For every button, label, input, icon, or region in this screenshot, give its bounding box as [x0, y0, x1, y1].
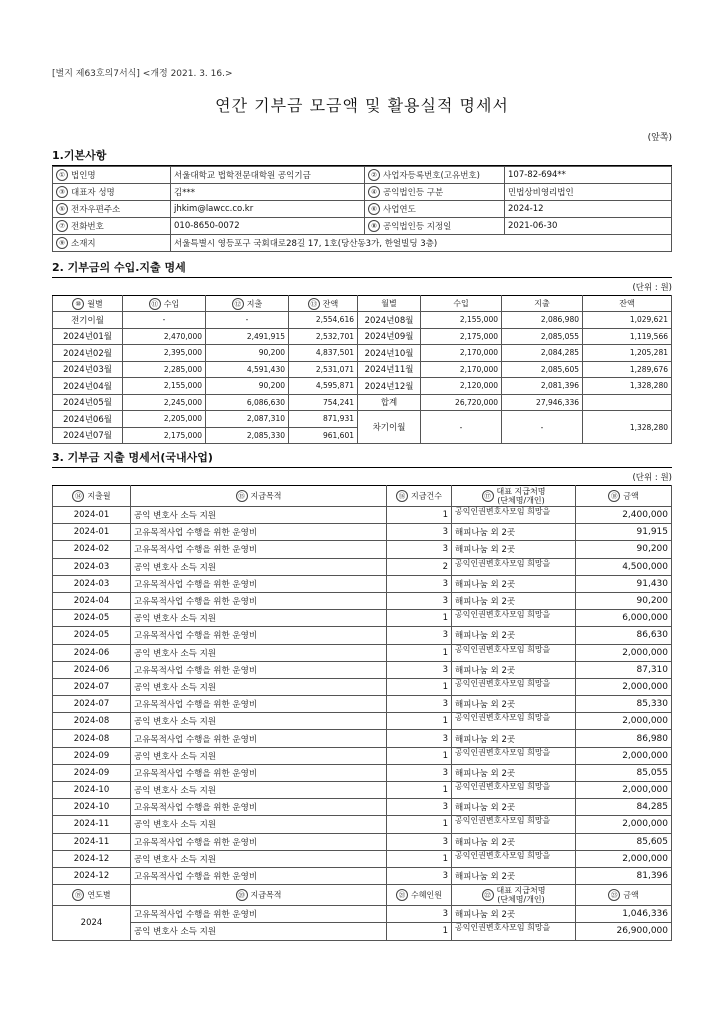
amount-cell: 85,055 — [576, 764, 672, 781]
count-cell: 1 — [387, 678, 452, 695]
amount-cell: 6,000,000 — [576, 610, 672, 627]
count-cell: 3 — [387, 541, 452, 558]
basic-value: 107-82-694** — [505, 167, 672, 184]
purpose-cell: 공익 변호사 소득 지원 — [131, 507, 387, 524]
month-cell: 2024년06월 — [53, 411, 123, 428]
year-cell: 2024 — [53, 906, 131, 940]
spend-month-cell: 2024-01 — [53, 524, 131, 541]
basic-label — [365, 184, 505, 201]
item-number: ② — [368, 169, 380, 181]
beneficiaries-cell: 1 — [387, 923, 452, 940]
amount-cell: 81,396 — [576, 867, 672, 884]
spend-month-cell: 2024-03 — [53, 575, 131, 592]
spending-row — [53, 644, 672, 661]
basic-label — [53, 184, 171, 201]
basic-label — [53, 167, 171, 184]
expense-cell: 6,086,630 — [206, 394, 289, 411]
spend-month-cell: 2024-09 — [53, 747, 131, 764]
income-cell: 2,285,000 — [123, 361, 206, 378]
count-cell: 3 — [387, 764, 452, 781]
col-amount: ⑱ 금액 — [576, 486, 672, 507]
count-cell: 1 — [387, 747, 452, 764]
spend-month-cell: 2024-09 — [53, 764, 131, 781]
beneficiaries-cell: 3 — [387, 906, 452, 923]
field-label: 대표자 성명 — [71, 187, 115, 198]
balance-cell: 754,241 — [289, 394, 358, 411]
amount-cell: 86,630 — [576, 627, 672, 644]
income-row — [53, 312, 672, 329]
basic-label — [53, 235, 171, 252]
count-cell: 1 — [387, 610, 452, 627]
field-label: 전화번호 — [71, 221, 104, 232]
income-row — [53, 328, 672, 345]
count-cell: 3 — [387, 592, 452, 609]
purpose-cell: 고유목적사업 수행을 위한 운영비 — [131, 627, 387, 644]
count-cell: 3 — [387, 867, 452, 884]
count-cell: 1 — [387, 850, 452, 867]
recipient-cell: 해피나눔 외 2곳 — [452, 627, 576, 644]
month-cell: 2024년09월 — [358, 328, 421, 345]
recipient-cell: 해피나눔 외 2곳 — [452, 541, 576, 558]
income-cell: 2,470,000 — [123, 328, 206, 345]
year-recipient-cell: 해피나눔 외 2곳 — [452, 906, 576, 923]
purpose-cell: 공익 변호사 소득 지원 — [131, 850, 387, 867]
month-cell: 2024년03월 — [53, 361, 123, 378]
col-count: ⑯ 지급건수 — [387, 486, 452, 507]
balance-cell: 1,205,281 — [583, 345, 672, 362]
item-number: ① — [56, 169, 68, 181]
balance-cell: 961,601 — [289, 427, 358, 444]
page-side-label: (앞쪽) — [647, 133, 672, 143]
purpose-cell: 고유목적사업 수행을 위한 운영비 — [131, 661, 387, 678]
basic-value: jhkim@lawcc.co.kr — [171, 201, 365, 218]
recipient-cell: 공익인권변호사모임 희망을 — [452, 610, 576, 627]
recipient-cell: 해피나눔 외 2곳 — [452, 575, 576, 592]
spending-row — [53, 592, 672, 609]
income-row — [53, 361, 672, 378]
spend-month-cell: 2024-07 — [53, 678, 131, 695]
recipient-cell: 공익인권변호사모임 희망을 — [452, 747, 576, 764]
item-number: ⑤ — [56, 203, 68, 215]
field-label: 공익법인등 지정일 — [383, 221, 452, 232]
amount-cell: 2,400,000 — [576, 507, 672, 524]
col-balance-2: 잔액 — [583, 296, 672, 312]
count-cell: 2 — [387, 558, 452, 575]
expense-cell: - — [206, 312, 289, 329]
year-amount-cell: 1,046,336 — [576, 906, 672, 923]
count-cell: 3 — [387, 696, 452, 713]
document-page — [52, 66, 672, 941]
month-cell: 전기이월 — [53, 312, 123, 329]
expense-cell: 2,491,915 — [206, 328, 289, 345]
col-beneficiaries: ㉑ 수혜인원 — [387, 885, 452, 906]
expense-cell: 2,081,396 — [502, 378, 583, 395]
income-row — [53, 394, 672, 411]
expense-cell: 2,084,285 — [502, 345, 583, 362]
amount-cell: 2,000,000 — [576, 678, 672, 695]
expense-cell: 90,200 — [206, 345, 289, 362]
expense-cell: 2,085,605 — [502, 361, 583, 378]
count-cell: 3 — [387, 730, 452, 747]
item-number: ⑧ — [368, 220, 380, 232]
balance-cell: 1,029,621 — [583, 312, 672, 329]
col-year-amount: ㉓ 금액 — [576, 885, 672, 906]
spend-month-cell: 2024-04 — [53, 592, 131, 609]
purpose-cell: 고유목적사업 수행을 위한 운영비 — [131, 867, 387, 884]
basic-label — [365, 167, 505, 184]
basic-value: 서울대학교 법학전문대학원 공익기금 — [171, 167, 365, 184]
col-income-2: 수입 — [421, 296, 502, 312]
income-cell: 2,175,000 — [421, 328, 502, 345]
basic-value: 2021-06-30 — [505, 218, 672, 235]
section-income-title: 2. 기부금의 수입.지출 명세 — [52, 258, 672, 278]
count-cell: 3 — [387, 661, 452, 678]
spending-row — [53, 696, 672, 713]
spending-row — [53, 867, 672, 884]
year-purpose-cell: 공익 변호사 소득 지원 — [131, 923, 387, 940]
count-cell: 1 — [387, 713, 452, 730]
purpose-cell: 공익 변호사 소득 지원 — [131, 644, 387, 661]
year-amount-cell: 26,900,000 — [576, 923, 672, 940]
month-cell: 합계 — [358, 394, 421, 411]
spending-table — [52, 485, 672, 941]
col-balance: ⑬ 잔액 — [289, 296, 358, 312]
spend-month-cell: 2024-05 — [53, 610, 131, 627]
spend-month-cell: 2024-12 — [53, 850, 131, 867]
spending-row — [53, 833, 672, 850]
spending-row — [53, 627, 672, 644]
year-recipient-cell: 공익인권변호사모임 희망을 — [452, 923, 576, 940]
amount-cell: 2,000,000 — [576, 747, 672, 764]
field-label: 전자우편주소 — [71, 204, 121, 215]
count-cell: 3 — [387, 575, 452, 592]
spend-month-cell: 2024-11 — [53, 816, 131, 833]
month-cell: 2024년10월 — [358, 345, 421, 362]
item-number: ⑥ — [368, 203, 380, 215]
count-cell: 1 — [387, 644, 452, 661]
spend-month-cell: 2024-08 — [53, 730, 131, 747]
col-purpose: ⑮ 지급목적 — [131, 486, 387, 507]
purpose-cell: 고유목적사업 수행을 위한 운영비 — [131, 541, 387, 558]
spend-month-cell: 2024-11 — [53, 833, 131, 850]
month-cell: 2024년04월 — [53, 378, 123, 395]
field-label: 소재지 — [71, 238, 96, 249]
month-cell: 2024년07월 — [53, 427, 123, 444]
recipient-cell: 공익인권변호사모임 희망을 — [452, 850, 576, 867]
month-cell: 2024년02월 — [53, 345, 123, 362]
amount-cell: 2,000,000 — [576, 644, 672, 661]
carry-income-cell: - — [421, 411, 502, 444]
balance-cell: 1,328,280 — [583, 378, 672, 395]
recipient-cell: 공익인권변호사모임 희망을 — [452, 782, 576, 799]
spending-row — [53, 661, 672, 678]
expense-cell: 2,087,310 — [206, 411, 289, 428]
recipient-cell: 공익인권변호사모임 희망을 — [452, 678, 576, 695]
basic-row — [53, 218, 672, 235]
spending-row — [53, 816, 672, 833]
spending-row — [53, 575, 672, 592]
basic-label — [53, 201, 171, 218]
spend-month-cell: 2024-12 — [53, 867, 131, 884]
form-number: [별지 제63호의7서식] <개정 2021. 3. 16.> — [52, 69, 233, 79]
balance-cell: 2,554,616 — [289, 312, 358, 329]
recipient-cell: 해피나눔 외 2곳 — [452, 867, 576, 884]
month-cell: 2024년05월 — [53, 394, 123, 411]
purpose-cell: 공익 변호사 소득 지원 — [131, 747, 387, 764]
income-cell: 2,155,000 — [421, 312, 502, 329]
income-cell: 2,175,000 — [123, 427, 206, 444]
basic-row-address — [53, 235, 672, 252]
count-cell: 3 — [387, 799, 452, 816]
address-value: 서울특별시 영등포구 국회대로28길 17, 1호(당산동3가, 한얼빌딩 3층) — [171, 235, 672, 252]
basic-value: 010-8650-0072 — [171, 218, 365, 235]
amount-cell: 84,285 — [576, 799, 672, 816]
balance-cell: 4,595,871 — [289, 378, 358, 395]
recipient-cell: 해피나눔 외 2곳 — [452, 661, 576, 678]
spending-row — [53, 713, 672, 730]
item-number: ③ — [56, 186, 68, 198]
section-basic-title: 1.기본사항 — [52, 146, 672, 166]
income-expense-table — [52, 295, 672, 444]
basic-info-table — [52, 166, 672, 252]
purpose-cell: 공익 변호사 소득 지원 — [131, 816, 387, 833]
spend-month-cell: 2024-05 — [53, 627, 131, 644]
amount-cell: 2,000,000 — [576, 782, 672, 799]
balance-cell: 4,837,501 — [289, 345, 358, 362]
col-month: ⑩ 월별 — [53, 296, 123, 312]
purpose-cell: 공익 변호사 소득 지원 — [131, 558, 387, 575]
balance-cell: 2,531,071 — [289, 361, 358, 378]
amount-cell: 91,915 — [576, 524, 672, 541]
col-income: ⑪ 수입 — [123, 296, 206, 312]
amount-cell: 2,000,000 — [576, 713, 672, 730]
spending-row — [53, 747, 672, 764]
income-row — [53, 411, 672, 428]
item-number: ④ — [368, 186, 380, 198]
recipient-cell: 해피나눔 외 2곳 — [452, 833, 576, 850]
income-cell: 2,395,000 — [123, 345, 206, 362]
spending-row — [53, 799, 672, 816]
item-number: ⑨ — [56, 237, 68, 249]
spending-row — [53, 558, 672, 575]
basic-value: 김*** — [171, 184, 365, 201]
purpose-cell: 고유목적사업 수행을 위한 운영비 — [131, 730, 387, 747]
income-cell: 26,720,000 — [421, 394, 502, 411]
amount-cell: 2,000,000 — [576, 816, 672, 833]
amount-cell: 90,200 — [576, 541, 672, 558]
month-cell: 2024년01월 — [53, 328, 123, 345]
income-unit: (단위 : 원) — [632, 283, 672, 293]
carry-expense-cell: - — [502, 411, 583, 444]
section-spending-title: 3. 기부금 지출 명세서(국내사업) — [52, 448, 672, 468]
amount-cell: 2,000,000 — [576, 850, 672, 867]
count-cell: 3 — [387, 627, 452, 644]
document-title: 연간 기부금 모금액 및 활용실적 명세서 — [215, 96, 509, 115]
expense-cell: 2,085,330 — [206, 427, 289, 444]
field-label: 법인명 — [71, 170, 96, 181]
count-cell: 3 — [387, 524, 452, 541]
recipient-cell: 공익인권변호사모임 희망을 — [452, 644, 576, 661]
spend-month-cell: 2024-01 — [53, 507, 131, 524]
field-label: 사업연도 — [383, 204, 416, 215]
spending-row — [53, 730, 672, 747]
count-cell: 3 — [387, 833, 452, 850]
spend-month-cell: 2024-03 — [53, 558, 131, 575]
spending-row — [53, 850, 672, 867]
expense-cell: 4,591,430 — [206, 361, 289, 378]
basic-value: 2024-12 — [505, 201, 672, 218]
recipient-cell: 해피나눔 외 2곳 — [452, 696, 576, 713]
basic-row — [53, 167, 672, 184]
recipient-cell: 해피나눔 외 2곳 — [452, 764, 576, 781]
purpose-cell: 고유목적사업 수행을 위한 운영비 — [131, 764, 387, 781]
income-cell: - — [123, 312, 206, 329]
amount-cell: 86,980 — [576, 730, 672, 747]
purpose-cell: 공익 변호사 소득 지원 — [131, 678, 387, 695]
recipient-cell: 해피나눔 외 2곳 — [452, 592, 576, 609]
amount-cell: 85,605 — [576, 833, 672, 850]
income-cell: 2,155,000 — [123, 378, 206, 395]
amount-cell: 90,200 — [576, 592, 672, 609]
income-cell: 2,245,000 — [123, 394, 206, 411]
balance-cell — [583, 394, 672, 411]
year-purpose-cell: 고유목적사업 수행을 위한 운영비 — [131, 906, 387, 923]
spend-month-cell: 2024-10 — [53, 782, 131, 799]
field-label: 공익법인등 구분 — [383, 187, 444, 198]
col-year-purpose: ⑳ 지급목적 — [131, 885, 387, 906]
expense-cell: 2,085,055 — [502, 328, 583, 345]
income-cell: 2,120,000 — [421, 378, 502, 395]
recipient-cell: 해피나눔 외 2곳 — [452, 799, 576, 816]
recipient-cell: 공익인권변호사모임 희망을 — [452, 713, 576, 730]
spend-month-cell: 2024-08 — [53, 713, 131, 730]
expense-cell: 27,946,336 — [502, 394, 583, 411]
income-cell: 2,170,000 — [421, 345, 502, 362]
recipient-cell: 공익인권변호사모임 희망을 — [452, 558, 576, 575]
purpose-cell: 고유목적사업 수행을 위한 운영비 — [131, 833, 387, 850]
balance-cell: 871,931 — [289, 411, 358, 428]
purpose-cell: 공익 변호사 소득 지원 — [131, 610, 387, 627]
amount-cell: 85,330 — [576, 696, 672, 713]
income-row — [53, 345, 672, 362]
spending-row — [53, 678, 672, 695]
spending-row — [53, 764, 672, 781]
spending-row — [53, 782, 672, 799]
col-spend-month: ⑭ 지출월 — [53, 486, 131, 507]
spending-row — [53, 541, 672, 558]
balance-cell: 1,289,676 — [583, 361, 672, 378]
expense-cell: 2,086,980 — [502, 312, 583, 329]
amount-cell: 91,430 — [576, 575, 672, 592]
spending-row — [53, 524, 672, 541]
purpose-cell: 고유목적사업 수행을 위한 운영비 — [131, 524, 387, 541]
balance-cell: 2,532,701 — [289, 328, 358, 345]
basic-row — [53, 201, 672, 218]
yearly-row — [53, 923, 672, 940]
spend-month-cell: 2024-06 — [53, 661, 131, 678]
count-cell: 1 — [387, 507, 452, 524]
spending-unit: (단위 : 원) — [632, 473, 672, 483]
purpose-cell: 고유목적사업 수행을 위한 운영비 — [131, 575, 387, 592]
basic-label — [53, 218, 171, 235]
month-cell: 2024년08월 — [358, 312, 421, 329]
income-row — [53, 378, 672, 395]
recipient-cell: 해피나눔 외 2곳 — [452, 730, 576, 747]
col-year-recipient: ㉒ 대표 지급처명 (단체명/개인) — [452, 885, 576, 906]
carry-balance-cell: 1,328,280 — [583, 411, 672, 444]
yearly-row — [53, 906, 672, 923]
basic-value: 민법상비영리법인 — [505, 184, 672, 201]
balance-cell: 1,119,566 — [583, 328, 672, 345]
spend-month-cell: 2024-02 — [53, 541, 131, 558]
expense-cell: 90,200 — [206, 378, 289, 395]
col-year: ⑲ 연도별 — [53, 885, 131, 906]
purpose-cell: 고유목적사업 수행을 위한 운영비 — [131, 592, 387, 609]
amount-cell: 87,310 — [576, 661, 672, 678]
purpose-cell: 고유목적사업 수행을 위한 운영비 — [131, 799, 387, 816]
spending-row — [53, 610, 672, 627]
count-cell: 1 — [387, 782, 452, 799]
purpose-cell: 고유목적사업 수행을 위한 운영비 — [131, 696, 387, 713]
carry-month-cell: 차기이월 — [358, 411, 421, 444]
basic-row — [53, 184, 672, 201]
count-cell: 1 — [387, 816, 452, 833]
col-month-2: 월별 — [358, 296, 421, 312]
spend-month-cell: 2024-10 — [53, 799, 131, 816]
spend-month-cell: 2024-07 — [53, 696, 131, 713]
field-label: 사업자등록번호(고유번호) — [383, 170, 480, 181]
recipient-cell: 공익인권변호사모임 희망을 — [452, 816, 576, 833]
recipient-cell: 해피나눔 외 2곳 — [452, 524, 576, 541]
amount-cell: 4,500,000 — [576, 558, 672, 575]
month-cell: 2024년12월 — [358, 378, 421, 395]
purpose-cell: 공익 변호사 소득 지원 — [131, 782, 387, 799]
basic-label — [365, 201, 505, 218]
item-number: ⑦ — [56, 220, 68, 232]
spend-month-cell: 2024-06 — [53, 644, 131, 661]
spending-row — [53, 507, 672, 524]
income-cell: 2,205,000 — [123, 411, 206, 428]
col-expense: ⑫ 지출 — [206, 296, 289, 312]
month-cell: 2024년11월 — [358, 361, 421, 378]
purpose-cell: 공익 변호사 소득 지원 — [131, 713, 387, 730]
col-expense-2: 지출 — [502, 296, 583, 312]
recipient-cell: 공익인권변호사모임 희망을 — [452, 507, 576, 524]
basic-label — [365, 218, 505, 235]
col-recipient: ⑰ 대표 지급처명 (단체명/개인) — [452, 486, 576, 507]
income-cell: 2,170,000 — [421, 361, 502, 378]
